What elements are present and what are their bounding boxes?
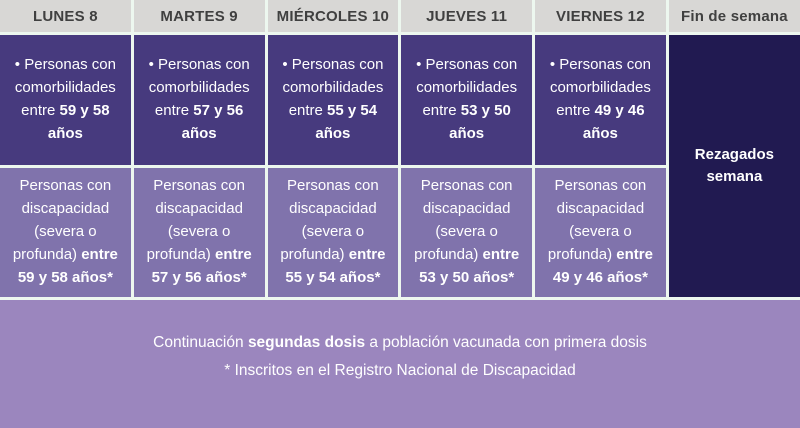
column-header-miercoles: MIÉRCOLES 10: [268, 0, 399, 32]
comorbidity-text: • Personas con comorbilidades entre 57 y 56 años: [148, 56, 250, 142]
weekend-rezagados-cell: Rezagados semana: [669, 35, 800, 297]
comorbidity-cell-martes: [134, 35, 265, 165]
column-header-martes: MARTES 9: [134, 0, 265, 32]
comorbidity-cell-lunes: [0, 35, 131, 165]
comorbidity-cell-viernes: [535, 35, 666, 165]
disability-cell-miercoles: [268, 168, 399, 297]
disability-cell-martes: [134, 168, 265, 297]
column-header-weekend: Fin de semana: [669, 0, 800, 32]
disability-text: Personas con discapacidad (severa o profunda) entre 59 y 58 años*: [12, 177, 118, 286]
disability-cell-viernes: [535, 168, 666, 297]
disability-cell-jueves: [401, 168, 532, 297]
comorbidity-text: • Personas con comorbilidades entre 55 y 54 años: [282, 56, 384, 142]
disability-text: Personas con discapacidad (severa o profunda) entre 53 y 50 años*: [414, 177, 520, 286]
column-header-viernes: VIERNES 12: [535, 0, 666, 32]
comorbidity-text: • Personas con comorbilidades entre 59 y 58 años: [14, 56, 116, 142]
footer-line-2: * Inscritos en el Registro Nacional de Discapacidad: [224, 361, 576, 379]
column-header-jueves: JUEVES 11: [401, 0, 532, 32]
disability-text: Personas con discapacidad (severa o profunda) entre 57 y 56 años*: [146, 177, 252, 286]
disability-cell-lunes: [0, 168, 131, 297]
footer-note: [0, 300, 800, 428]
comorbidity-cell-jueves: [401, 35, 532, 165]
comorbidity-text: • Personas con comorbilidades entre 49 y 46 años: [549, 56, 651, 142]
comorbidity-cell-miercoles: [268, 35, 399, 165]
column-header-lunes: LUNES 8: [0, 0, 131, 32]
disability-text: Personas con discapacidad (severa o profunda) entre 49 y 46 años*: [547, 177, 653, 286]
footer-line-1: Continuación segundas dosis a población vacunada con primera dosis: [153, 334, 647, 351]
comorbidity-text: • Personas con comorbilidades entre 53 y 50 años: [416, 56, 518, 142]
disability-text: Personas con discapacidad (severa o profunda) entre 55 y 54 años*: [280, 177, 386, 286]
